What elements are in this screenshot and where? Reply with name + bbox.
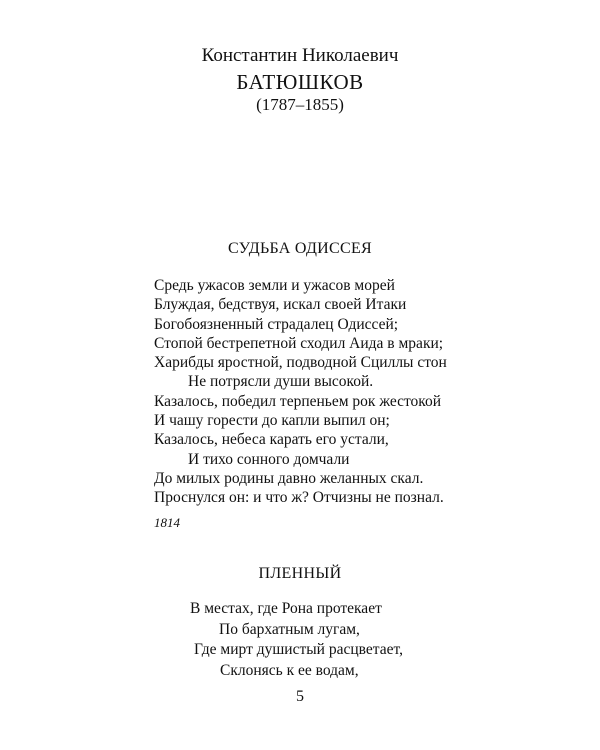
poem-line: Проснулся он: и что ж? Отчизны не познал. — [154, 489, 444, 507]
poem-line: Не потрясли души высокой. — [188, 373, 374, 391]
poem-line: До милых родины давно желанных скал. — [154, 469, 424, 487]
poem-line: Блуждая, бедствуя, искал своей Итаки — [154, 296, 407, 314]
author-name: Константин Николаевич — [201, 45, 399, 66]
poem-line: И тихо сонного домчали — [188, 450, 350, 468]
poem-line: Где мирт душистый расцветает, — [194, 641, 403, 658]
poem-text — [190, 599, 403, 681]
poem-date: 1814 — [154, 515, 180, 530]
author-years: (1787–1855) — [256, 95, 344, 114]
poem-text — [154, 276, 447, 508]
poem-title: ПЛЕННЫЙ — [258, 565, 342, 582]
poem-line: Харибды яростной, подводной Сциллы стон — [154, 354, 447, 372]
poem-line: В местах, где Рона протекает — [190, 600, 382, 617]
poem-line: Склонясь к ее водам, — [220, 661, 359, 679]
author-surname: БАТЮШКОВ — [236, 70, 364, 94]
poem-line: И чашу горести до капли выпил он; — [154, 412, 390, 430]
poem-line: Богобоязненный страдалец Одиссей; — [154, 315, 399, 333]
author-header — [0, 44, 600, 116]
poem-line: Казалось, победил терпеньем рок жестокой — [154, 392, 442, 410]
page-number: 5 — [296, 688, 304, 705]
poem-line: Средь ужасов земли и ужасов морей — [154, 277, 395, 294]
poem-line: Стопой бестрепетной сходил Аида в мраки; — [154, 334, 444, 352]
poem-line: По бархатным лугам, — [219, 620, 360, 638]
poem-title: СУДЬБА ОДИССЕЯ — [227, 240, 373, 257]
poem-line: Казалось, небеса карать его устали, — [154, 431, 389, 449]
